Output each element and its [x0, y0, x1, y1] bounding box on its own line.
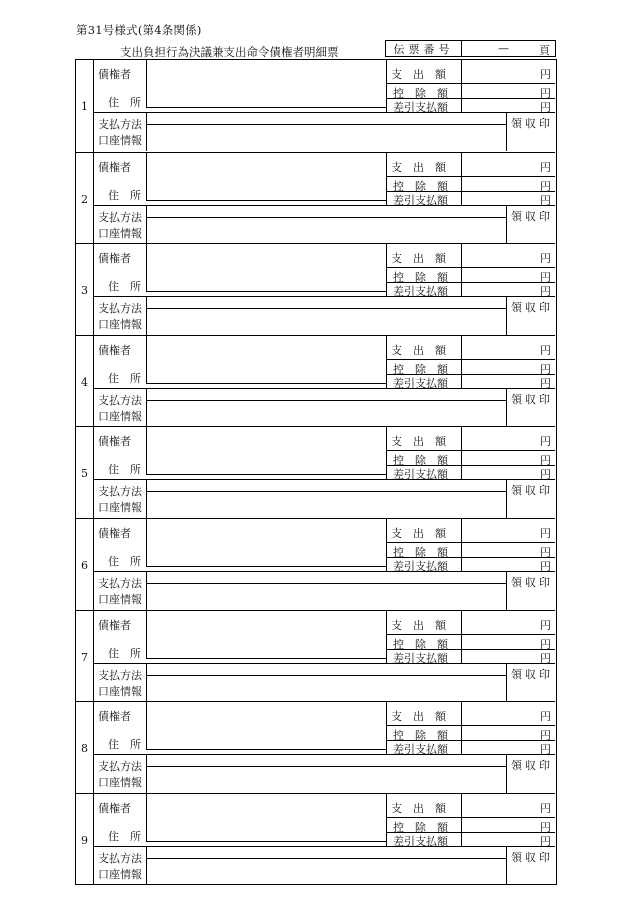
- divider: [386, 153, 387, 205]
- address-label: 住 所: [108, 188, 141, 202]
- expenditure-label: 支 出 額: [391, 801, 446, 815]
- seal-label: 領収印: [511, 667, 553, 681]
- divider: [386, 176, 555, 177]
- payment-method-label: 支払方法: [98, 210, 142, 224]
- entry-number-column: [76, 153, 94, 245]
- net-payment-label: 差引支払額: [393, 560, 448, 573]
- expenditure-label: 支 出 額: [391, 618, 446, 632]
- address-label: 住 所: [108, 371, 141, 385]
- account-info-label: 口座情報: [98, 226, 142, 240]
- creditor-label: 債権者: [98, 527, 131, 540]
- divider: [146, 566, 386, 567]
- net-payment-label: 差引支払額: [393, 101, 448, 114]
- entry-number-column: [76, 702, 94, 794]
- divider: [461, 794, 462, 846]
- divider: [386, 359, 555, 360]
- divider: [94, 296, 386, 297]
- divider: [506, 846, 507, 885]
- deduction-yen: 円: [540, 87, 551, 100]
- expenditure-label: 支 出 額: [391, 710, 446, 724]
- divider: [461, 702, 462, 754]
- creditor-label: 債権者: [98, 435, 131, 449]
- divider: [146, 519, 147, 567]
- deduction-label: 控 除 額: [393, 454, 448, 468]
- divider: [461, 244, 462, 296]
- deduction-label: 控 除 額: [393, 546, 448, 559]
- creditor-entry: [76, 243, 555, 336]
- deduction-label: 控 除 額: [393, 637, 448, 651]
- address-label: 住 所: [108, 646, 141, 660]
- deduction-yen: 円: [540, 820, 551, 834]
- divider: [146, 291, 386, 292]
- entry-number-column: [76, 794, 94, 886]
- payment-method-label: 支払方法: [98, 668, 142, 682]
- payment-method-label: 支払方法: [98, 577, 142, 590]
- expenditure-label: 支 出 額: [391, 527, 446, 540]
- document-title: 支出負担行為決議兼支出命令債権者明細票: [120, 45, 339, 59]
- divider: [94, 479, 386, 480]
- expenditure-yen: 円: [540, 343, 551, 357]
- seal-label: 領収印: [511, 117, 553, 130]
- expenditure-yen: 円: [540, 527, 551, 540]
- divider: [94, 205, 386, 206]
- seal-label: 領収印: [511, 484, 553, 498]
- divider: [386, 634, 555, 635]
- expenditure-label: 支 出 額: [391, 68, 446, 81]
- divider: [386, 702, 387, 754]
- divider: [506, 388, 507, 427]
- creditor-table: [75, 59, 557, 885]
- divider: [94, 388, 386, 389]
- creditor-label: 債権者: [98, 710, 131, 724]
- divider: [461, 153, 462, 205]
- divider: [94, 846, 386, 847]
- entry-number: 1: [81, 100, 88, 113]
- expenditure-yen: 円: [540, 710, 551, 724]
- divider: [146, 846, 147, 885]
- entry-number: 5: [81, 467, 88, 481]
- divider: [146, 244, 147, 292]
- entry-number-column: [76, 611, 94, 703]
- divider: [461, 60, 462, 112]
- expenditure-label: 支 出 額: [391, 343, 446, 357]
- slip-page-label: 頁: [539, 44, 550, 57]
- creditor-entry: [76, 518, 555, 611]
- expenditure-label: 支 出 額: [391, 252, 446, 266]
- divider: [146, 336, 147, 384]
- net-payment-label: 差引支払額: [393, 651, 448, 665]
- account-info-label: 口座情報: [98, 318, 142, 332]
- expenditure-yen: 円: [540, 801, 551, 815]
- deduction-label: 控 除 額: [393, 271, 448, 285]
- deduction-yen: 円: [540, 546, 551, 559]
- account-info-label: 口座情報: [98, 501, 142, 515]
- entry-number-column: [76, 519, 94, 611]
- deduction-label: 控 除 額: [393, 87, 448, 100]
- divider: [386, 611, 387, 663]
- creditor-label: 債権者: [98, 343, 131, 357]
- creditor-label: 債権者: [98, 68, 131, 81]
- seal-label: 領収印: [511, 576, 553, 589]
- divider: [94, 112, 386, 113]
- divider: [386, 725, 555, 726]
- divider: [386, 542, 555, 543]
- deduction-label: 控 除 額: [393, 729, 448, 743]
- divider: [506, 754, 507, 793]
- creditor-entry: [76, 335, 555, 428]
- deduction-yen: 円: [540, 729, 551, 743]
- divider: [146, 663, 147, 702]
- divider: [146, 491, 506, 492]
- seal-label: 領収印: [511, 392, 553, 406]
- entry-number-column: [76, 427, 94, 519]
- divider: [146, 754, 147, 793]
- divider: [146, 474, 386, 475]
- divider: [146, 571, 147, 610]
- account-info-label: 口座情報: [98, 593, 142, 606]
- expenditure-yen: 円: [540, 252, 551, 266]
- deduction-label: 控 除 額: [393, 362, 448, 376]
- address-label: 住 所: [108, 555, 141, 568]
- divider: [146, 702, 147, 750]
- divider: [386, 60, 387, 112]
- entry-number: 9: [81, 833, 88, 847]
- payment-method-label: 支払方法: [98, 851, 142, 865]
- net-payment-label: 差引支払額: [393, 743, 448, 757]
- net-payment-label: 差引支払額: [393, 193, 448, 207]
- net-payment-yen: 円: [540, 560, 551, 573]
- divider: [146, 675, 506, 676]
- divider: [386, 817, 555, 818]
- net-payment-yen: 円: [540, 376, 551, 390]
- net-payment-label: 差引支払額: [393, 834, 448, 848]
- divider: [94, 754, 386, 755]
- divider: [506, 205, 507, 244]
- deduction-yen: 円: [540, 271, 551, 285]
- net-payment-label: 差引支払額: [393, 376, 448, 390]
- payment-method-label: 支払方法: [98, 760, 142, 774]
- divider: [386, 450, 555, 451]
- creditor-label: 債権者: [98, 160, 131, 174]
- seal-label: 領収印: [511, 209, 553, 223]
- payment-method-label: 支払方法: [98, 118, 142, 131]
- divider: [146, 583, 506, 584]
- expenditure-yen: 円: [540, 68, 551, 81]
- divider: [386, 83, 555, 84]
- divider: [506, 296, 507, 335]
- deduction-label: 控 除 額: [393, 179, 448, 193]
- creditor-entry: [76, 152, 555, 245]
- net-payment-yen: 円: [540, 101, 551, 114]
- divider: [146, 841, 386, 842]
- divider: [146, 296, 147, 335]
- divider: [146, 200, 386, 201]
- divider: [386, 244, 387, 296]
- form-number: 第31号様式(第4条関係): [76, 23, 202, 37]
- divider: [146, 107, 386, 108]
- divider: [146, 479, 147, 518]
- entry-number-column: [76, 244, 94, 336]
- entry-number: 4: [81, 375, 88, 389]
- divider: [146, 308, 506, 309]
- divider: [146, 427, 147, 475]
- entry-number: 7: [81, 650, 88, 664]
- divider: [146, 766, 506, 767]
- slip-number-label: 伝票番号: [386, 41, 462, 56]
- divider: [94, 571, 386, 572]
- account-info-label: 口座情報: [98, 134, 142, 147]
- divider: [146, 217, 506, 218]
- creditor-entry: [76, 60, 555, 152]
- entry-number: 6: [81, 559, 88, 572]
- entry-number: 2: [81, 192, 88, 206]
- divider: [506, 663, 507, 702]
- divider: [146, 383, 386, 384]
- expenditure-label: 支 出 額: [391, 435, 446, 449]
- divider: [461, 519, 462, 571]
- divider: [461, 611, 462, 663]
- seal-label: 領収印: [511, 759, 553, 773]
- creditor-entry: [76, 426, 555, 519]
- payment-method-label: 支払方法: [98, 302, 142, 316]
- deduction-yen: 円: [540, 362, 551, 376]
- divider: [146, 153, 147, 201]
- deduction-yen: 円: [540, 179, 551, 193]
- expenditure-yen: 円: [540, 160, 551, 174]
- account-info-label: 口座情報: [98, 409, 142, 423]
- creditor-entry: [76, 793, 555, 886]
- address-label: 住 所: [108, 738, 141, 752]
- divider: [386, 336, 387, 388]
- address-label: 住 所: [108, 829, 141, 843]
- divider: [506, 571, 507, 610]
- address-label: 住 所: [108, 463, 141, 477]
- divider: [146, 124, 506, 125]
- address-label: 住 所: [108, 280, 141, 294]
- net-payment-yen: 円: [540, 651, 551, 665]
- deduction-label: 控 除 額: [393, 820, 448, 834]
- net-payment-yen: 円: [540, 834, 551, 848]
- divider: [146, 858, 506, 859]
- creditor-label: 債権者: [98, 801, 131, 815]
- divider: [386, 794, 387, 846]
- divider: [386, 267, 555, 268]
- expenditure-yen: 円: [540, 435, 551, 449]
- creditor-entry: [76, 610, 555, 703]
- divider: [146, 749, 386, 750]
- divider: [94, 663, 386, 664]
- divider: [146, 400, 506, 401]
- slip-number-box: [385, 40, 556, 57]
- account-info-label: 口座情報: [98, 776, 142, 790]
- net-payment-yen: 円: [540, 193, 551, 207]
- divider: [146, 112, 147, 151]
- net-payment-label: 差引支払額: [393, 468, 448, 482]
- divider: [146, 794, 147, 842]
- entry-number: 8: [81, 742, 88, 756]
- expenditure-label: 支 出 額: [391, 160, 446, 174]
- entry-number: 3: [81, 284, 88, 298]
- net-payment-yen: 円: [540, 468, 551, 482]
- net-payment-yen: 円: [540, 285, 551, 299]
- divider: [461, 336, 462, 388]
- address-label: 住 所: [108, 96, 141, 109]
- divider: [386, 427, 387, 479]
- slip-number-dash: —: [498, 42, 509, 55]
- creditor-label: 債権者: [98, 618, 131, 632]
- divider: [146, 388, 147, 427]
- creditor-entry: [76, 701, 555, 794]
- account-info-label: 口座情報: [98, 684, 142, 698]
- divider: [146, 205, 147, 244]
- payment-method-label: 支払方法: [98, 393, 142, 407]
- creditor-label: 債権者: [98, 252, 131, 266]
- divider: [461, 427, 462, 479]
- account-info-label: 口座情報: [98, 867, 142, 881]
- entry-number-column: [76, 336, 94, 428]
- payment-method-label: 支払方法: [98, 485, 142, 499]
- net-payment-yen: 円: [540, 743, 551, 757]
- deduction-yen: 円: [540, 637, 551, 651]
- entry-number-column: [76, 60, 94, 152]
- divider: [506, 479, 507, 518]
- seal-label: 領収印: [511, 301, 553, 315]
- divider: [146, 658, 386, 659]
- expenditure-yen: 円: [540, 618, 551, 632]
- divider: [146, 611, 147, 659]
- divider: [506, 112, 507, 151]
- deduction-yen: 円: [540, 454, 551, 468]
- divider: [146, 60, 147, 108]
- net-payment-label: 差引支払額: [393, 285, 448, 299]
- divider: [386, 519, 387, 571]
- seal-label: 領収印: [511, 850, 553, 864]
